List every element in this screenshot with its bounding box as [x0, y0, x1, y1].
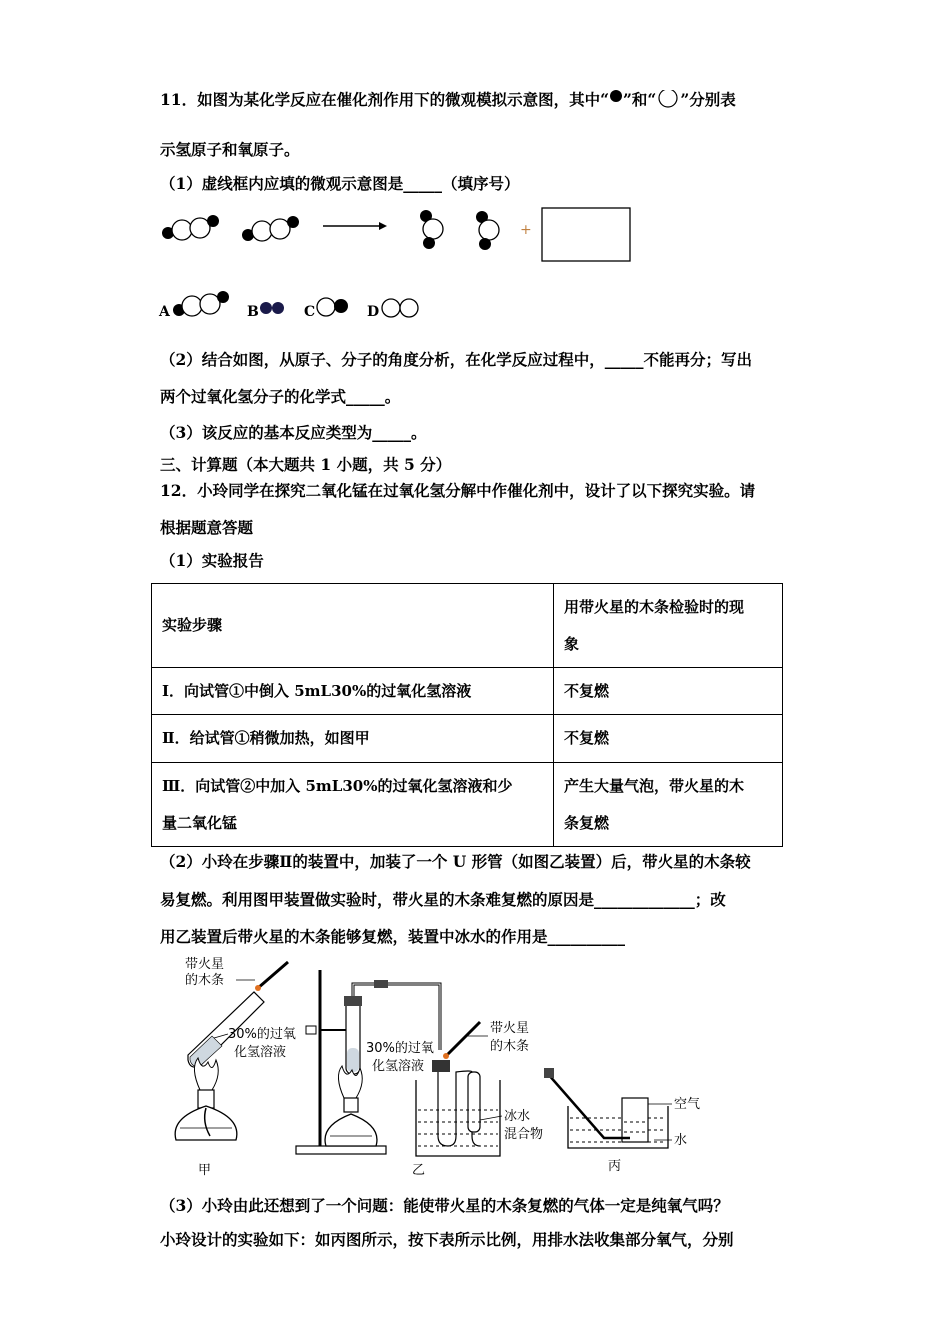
q11-intro-line2: 示氢原子和氧原子。 [160, 140, 300, 159]
option-b-molecule [259, 300, 287, 316]
section3-title: 三、计算题（本大题共 1 小题，共 5 分） [160, 455, 452, 474]
option-b-label: B [247, 304, 259, 320]
plus-sign: + [520, 222, 532, 238]
caption-yi: 乙 [412, 1163, 426, 1178]
experiment-report-table [151, 583, 783, 847]
bing-air-label: 空气 [674, 1097, 701, 1112]
bing-water-label: 水 [674, 1133, 688, 1148]
q11-intro: 11．如图为某化学反应在催化剂作用下的微观模拟示意图，其中“ ”和“ ”分别表 [160, 90, 736, 109]
q12-part3-line1: （3）小玲由此还想到了一个问题：能使带火星的木条复燃的气体一定是纯氧气吗？ [160, 1196, 729, 1215]
q11-part1: （1）虚线框内应填的微观示意图是_____（填序号） [160, 174, 520, 193]
option-d-molecule [380, 296, 422, 320]
observation-cell: 不复燃 [554, 668, 783, 715]
dashed-box [542, 208, 630, 261]
option-a-molecule [170, 290, 232, 322]
reaction-arrow-icon [323, 222, 387, 230]
option-c-label: C [304, 304, 316, 320]
apparatus-jia [175, 956, 296, 1178]
apparatus-bing [544, 1068, 700, 1174]
step-cell: Ⅲ．向试管②中加入 5mL30%的过氧化氢溶液和少 量二氧化锰 [152, 763, 554, 847]
q12-part3-line2: 小玲设计的实验如下：如丙图所示，按下表所示比例，用排水法收集部分氧气，分别 [160, 1230, 734, 1249]
yi-splint-label: 的木条 [490, 1039, 530, 1054]
ember-icon [443, 1053, 449, 1059]
oxygen-atom-icon [656, 90, 680, 108]
reaction-diagram [150, 200, 650, 270]
caption-jia: 甲 [198, 1163, 212, 1178]
hydrogen-atom-icon [609, 90, 623, 104]
ember-icon [255, 985, 261, 991]
h2o2-molecule [162, 215, 219, 240]
table-row [152, 668, 783, 715]
header-observation-cell: 用带火星的木条检验时的现 象 [554, 584, 783, 668]
yi-solution-label: 化氢溶液 [372, 1059, 425, 1074]
jia-solution-label: 化氢溶液 [234, 1045, 287, 1060]
option-d-label: D [367, 304, 380, 320]
h2o-molecule [476, 211, 499, 250]
q12-part2-line1: （2）小玲在步骤Ⅱ的装置中，加装了一个 U 形管（如图乙装置）后，带火星的木条较 [160, 852, 751, 871]
table-row [152, 763, 783, 847]
q12-part1: （1）实验报告 [160, 551, 264, 570]
q12-intro-line1: 12．小玲同学在探究二氧化锰在过氧化氢分解中作催化剂中，设计了以下探究实验。请 [160, 481, 756, 500]
apparatus-figure [150, 950, 730, 1185]
yi-solution-label: 30%的过氧 [366, 1041, 434, 1056]
q11-part3: （3）该反应的基本反应类型为_____。 [160, 423, 427, 442]
q11-part2-line2: 两个过氧化氢分子的化学式_____。 [160, 387, 401, 406]
table-header-row [152, 584, 783, 668]
observation-cell: 产生大量气泡，带火星的木 条复燃 [554, 763, 783, 847]
header-step-cell: 实验步骤 [152, 584, 554, 668]
yi-splint-label: 带火星 [490, 1021, 530, 1036]
step-cell: Ⅱ．给试管①稍微加热，如图甲 [152, 715, 554, 763]
q12-part2-line3: 用乙装置后带火星的木条能够复燃，装置中冰水的作用是__________ [160, 927, 626, 946]
option-c-molecule [316, 296, 350, 318]
h2o2-molecule [242, 216, 299, 241]
step-cell: I．向试管①中倒入 5mL30%的过氧化氢溶液 [152, 668, 554, 715]
jia-splint-label: 的木条 [185, 973, 225, 988]
h2o-molecule [420, 210, 443, 249]
q12-intro-line2: 根据题意答题 [160, 518, 254, 537]
table-row [152, 715, 783, 763]
yi-ice-label: 冰水 [504, 1109, 531, 1124]
option-a-label: A [159, 304, 170, 320]
caption-bing: 丙 [608, 1159, 622, 1174]
jia-solution-label: 30%的过氧 [228, 1027, 296, 1042]
q12-part2-line2: 易复燃。利用图甲装置做实验时，带火星的木条难复燃的原因是_____________；改 [160, 890, 726, 909]
observation-cell: 不复燃 [554, 715, 783, 763]
yi-ice-label: 混合物 [504, 1127, 544, 1142]
jia-splint-label: 带火星 [185, 957, 225, 972]
apparatus-yi [296, 970, 543, 1178]
q11-part2-line1: （2）结合如图，从原子、分子的角度分析，在化学反应过程中，_____不能再分；写出 [160, 350, 753, 369]
